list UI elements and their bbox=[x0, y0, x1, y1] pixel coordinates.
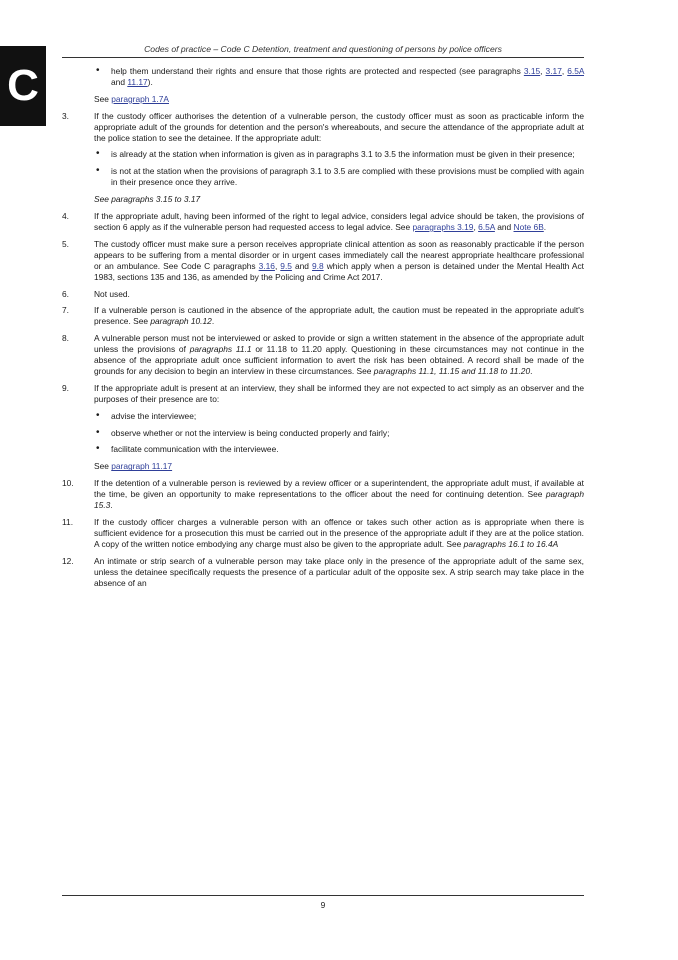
bullet-text: facilitate communication with the interviewee. bbox=[111, 444, 279, 455]
paragraph-text: The custody officer must make sure a person receives appropriate clinical attention as soon as reasonably practicable if the person appears to be suffering from a mental disorder or in urgent cases immediately call the nearest appropriate healthcare professional or an ambulance. See Code C paragraphs bbox=[94, 238, 584, 271]
header-rule bbox=[62, 57, 584, 58]
bullet-text: advise the interviewee; bbox=[111, 410, 197, 421]
see-text: See paragraphs 3.15 to 3.17 bbox=[94, 194, 201, 205]
paragraph-end: . bbox=[211, 316, 215, 327]
paragraph-3 bbox=[62, 111, 584, 144]
link-para-9-5[interactable]: 9.5 bbox=[280, 260, 292, 271]
bullet-item bbox=[86, 66, 584, 88]
paragraph-number: 7. bbox=[62, 305, 69, 316]
bullet-item bbox=[86, 444, 584, 455]
bullet-item bbox=[86, 166, 584, 188]
bullet-text: help them understand their rights and ensure that those rights are protected and respected (see paragraphs bbox=[111, 66, 524, 76]
see-reference bbox=[94, 194, 584, 205]
paragraph-number: 10. bbox=[62, 478, 74, 489]
link-para-11-17[interactable]: 11.17 bbox=[127, 76, 148, 87]
sep: , bbox=[473, 221, 479, 232]
paragraph-5 bbox=[62, 239, 584, 283]
footer-rule bbox=[62, 895, 584, 896]
sep: and bbox=[111, 76, 128, 87]
paragraph-text: If the detention of a vulnerable person is reviewed by a review officer or a superintendent, the appropriate adult must, if available at the time, be given an opportunity to make representations to the officer about the need for continuing detention. See bbox=[94, 478, 584, 500]
paragraph-10 bbox=[62, 478, 584, 511]
paragraph-end: . bbox=[110, 500, 113, 511]
bullet-icon: • bbox=[96, 165, 100, 177]
paragraph-end: which apply when a person is detained under the Mental Health Act 1983, sections 135 and 136, as amended by the Policing and Crime Act 2017. bbox=[94, 260, 584, 282]
paragraph-number: 11. bbox=[62, 517, 74, 527]
link-para-3-19[interactable]: paragraphs 3.19 bbox=[412, 221, 474, 232]
bullet-item bbox=[86, 411, 584, 422]
sep: and bbox=[494, 221, 514, 232]
paragraph-text: If the appropriate adult is present at an interview, they shall be informed they are not expected to act simply as an observer and the purposes of their presence are to: bbox=[94, 382, 584, 404]
bullet-icon: • bbox=[96, 409, 100, 421]
bullet-text: is already at the station when information is given as in paragraphs 3.1 to 3.5 the information must be given in their presence; bbox=[111, 149, 575, 160]
see-reference bbox=[94, 94, 584, 105]
see-reference bbox=[94, 461, 584, 472]
section-tab-c bbox=[0, 46, 46, 126]
paragraph-11 bbox=[62, 517, 584, 550]
paragraph-reference: paragraphs 11.1 bbox=[189, 344, 252, 355]
link-para-3-16[interactable]: 3.16 bbox=[258, 260, 275, 271]
see-prefix: See bbox=[94, 93, 112, 104]
bullet-icon: • bbox=[96, 426, 100, 438]
bullet-icon: • bbox=[96, 443, 100, 455]
paragraph-text: An intimate or strip search of a vulnerable person may take place only in the presence of the appropriate adult of the same sex, unless the detainee specifically requests the presence of a particular adult of the opposite sex. A strip search may take place in the absence of an bbox=[94, 555, 584, 588]
paragraph-7 bbox=[62, 305, 584, 327]
paragraph-end: . bbox=[543, 221, 547, 232]
link-para-6-5a[interactable]: 6.5A bbox=[567, 66, 584, 76]
link-para-11-17[interactable]: paragraph 11.17 bbox=[111, 461, 173, 472]
sep: , bbox=[540, 66, 546, 76]
link-para-6-5a[interactable]: 6.5A bbox=[478, 221, 495, 232]
paragraph-6 bbox=[62, 289, 584, 300]
paragraph-text: If the custody officer authorises the detention of a vulnerable person, the custody officer must as soon as practicable inform the appropriate adult of the grounds for detention and the person's whereabouts, and secure the attendance of the appropriate adult at the police station to see the detainee. If the appropriate adult: bbox=[94, 110, 584, 143]
paragraph-12 bbox=[62, 556, 584, 589]
paragraph-text: If the custody officer charges a vulnerable person with an offence or takes such other action as is appropriate when there is sufficient evidence for a prosecution this must be carried out in the presence of the appropriate adult if they are at the police station. A copy of the written notice embodying any charge must also be given to the appropriate adult. See bbox=[94, 517, 584, 549]
bullet-end: ). bbox=[147, 76, 153, 87]
bullet-icon: • bbox=[96, 148, 100, 160]
paragraph-8 bbox=[62, 333, 584, 377]
paragraph-reference: paragraph 10.12 bbox=[150, 316, 212, 327]
paragraph-text: A vulnerable person must not be interviewed or asked to provide or sign a written statement in the absence of the appropriate adult unless the provisions of bbox=[94, 333, 584, 355]
paragraph-reference: paragraphs 16.1 to 16.4A bbox=[463, 538, 559, 549]
link-para-9-8[interactable]: 9.8 bbox=[312, 260, 324, 271]
paragraph-number: 12. bbox=[62, 555, 74, 566]
page-number: 9 bbox=[320, 900, 326, 910]
paragraph-text: Not used. bbox=[94, 288, 130, 299]
link-para-1-7a[interactable]: paragraph 1.7A bbox=[111, 93, 169, 104]
paragraph-text-continued: or 11.18 to 11.20 apply. Questioning in these circumstances may not continue in the absence of the appropriate adult once sufficient information to avert the risk has been obtained. A record shall be made of the grounds for any decision to begin an interview in these circumstances. See bbox=[94, 344, 584, 376]
bullet-item bbox=[86, 149, 584, 160]
paragraph-number: 9. bbox=[62, 382, 69, 393]
paragraph-reference: paragraph 15.3 bbox=[94, 489, 584, 511]
sep: , bbox=[274, 260, 281, 271]
link-para-3-15[interactable]: 3.15 bbox=[523, 66, 541, 76]
paragraph-end: . bbox=[530, 365, 533, 376]
paragraph-text: If the appropriate adult, having been informed of the right to legal advice, considers legal advice should be taken, the provisions of section 6 apply as if the vulnerable person had requested access to legal advice. See bbox=[94, 211, 584, 232]
running-header: Codes of practice – Code C Detention, treatment and questioning of persons by police officers bbox=[144, 44, 502, 54]
paragraph-number: 6. bbox=[62, 288, 69, 299]
paragraph-4 bbox=[62, 211, 584, 233]
see-prefix: See bbox=[94, 461, 112, 472]
link-note-6b[interactable]: Note 6B bbox=[513, 221, 544, 232]
paragraph-number: 4. bbox=[62, 211, 69, 222]
bullet-text: is not at the station when the provisions of paragraph 3.1 to 3.5 are complied with these provisions must be complied with again in their presence once they arrive. bbox=[111, 166, 584, 188]
bullet-text: observe whether or not the interview is being conducted properly and fairly; bbox=[111, 427, 390, 438]
paragraph-number: 3. bbox=[62, 110, 69, 121]
paragraph-text: If a vulnerable person is cautioned in the absence of the appropriate adult, the caution must be repeated in the appropriate adult's presence. See bbox=[94, 305, 584, 327]
bullet-item bbox=[86, 428, 584, 439]
link-para-3-17[interactable]: 3.17 bbox=[545, 66, 562, 76]
paragraph-reference: paragraphs 11.1, 11.15 and 11.18 to 11.20 bbox=[373, 365, 531, 376]
sep: and bbox=[291, 260, 312, 271]
section-tab-letter: C bbox=[7, 61, 39, 110]
sep: , bbox=[561, 66, 568, 76]
paragraph-number: 8. bbox=[62, 333, 69, 344]
bullet-icon: • bbox=[96, 65, 100, 76]
page-content bbox=[62, 66, 584, 594]
paragraph-number: 5. bbox=[62, 238, 69, 249]
paragraph-9 bbox=[62, 383, 584, 405]
